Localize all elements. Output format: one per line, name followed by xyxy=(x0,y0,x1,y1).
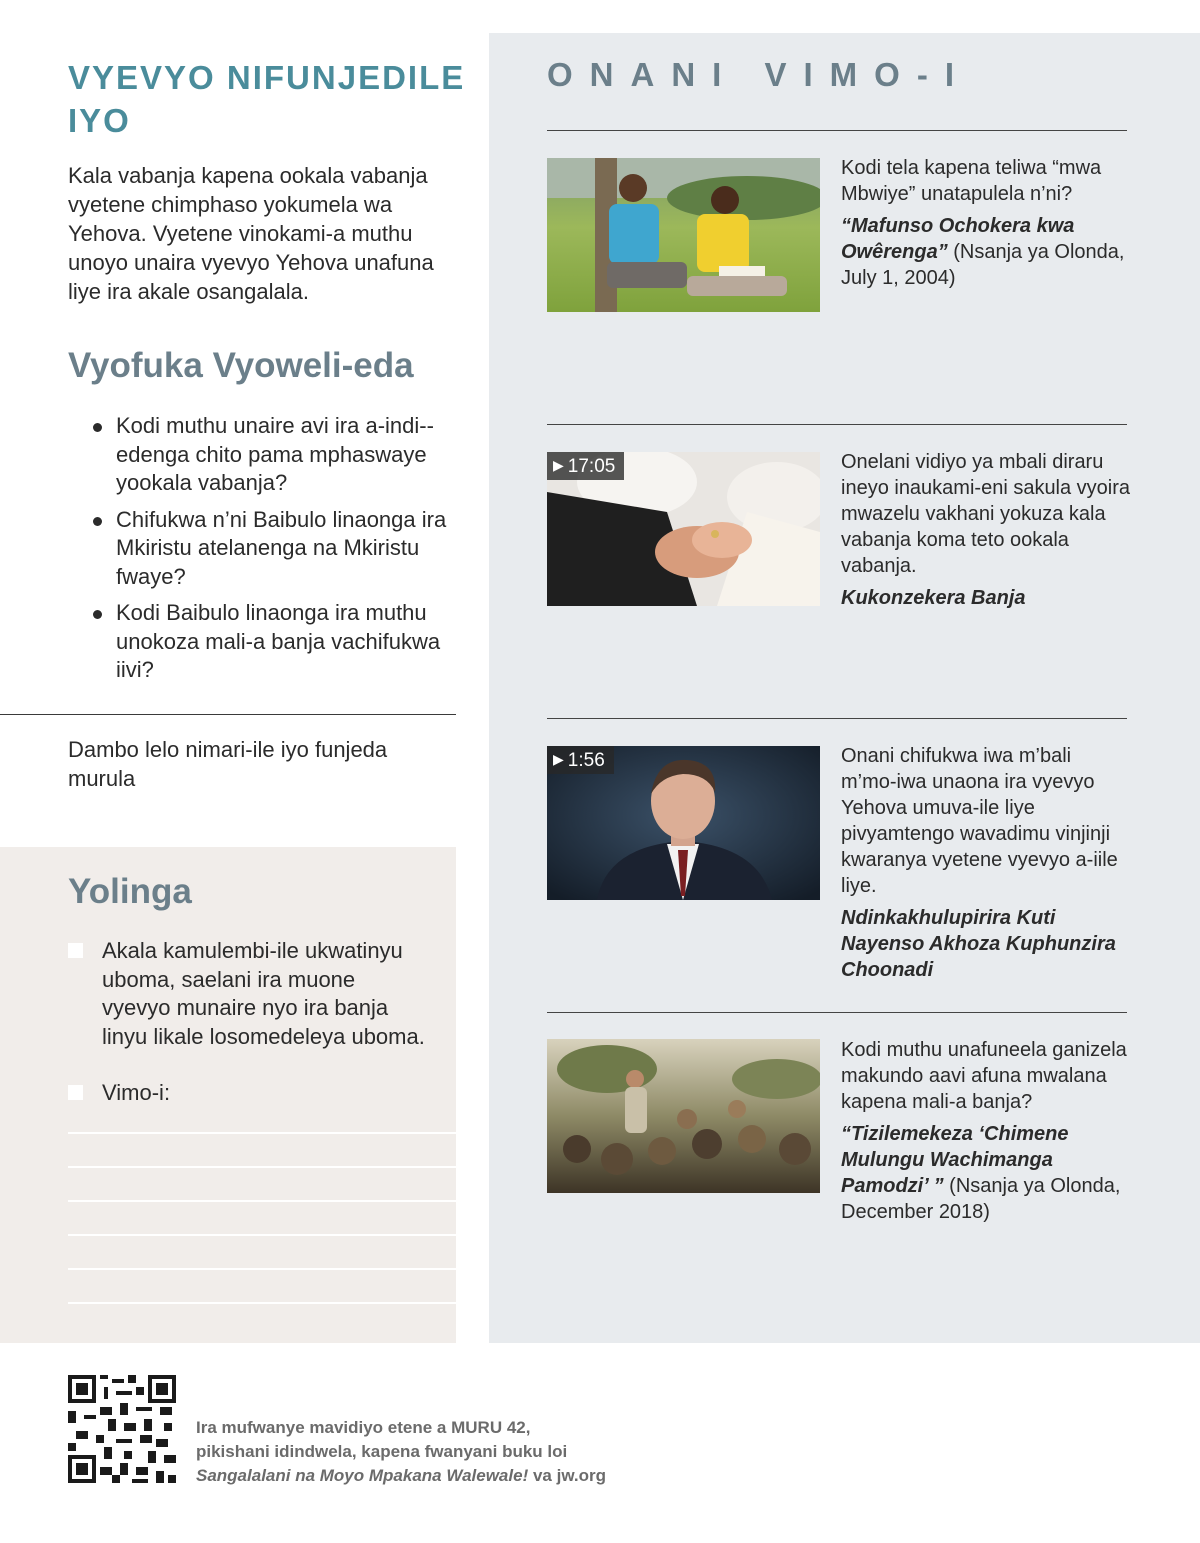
questions-list xyxy=(90,412,462,693)
writing-line[interactable] xyxy=(68,1268,456,1270)
bullet-icon xyxy=(93,423,102,432)
question-item: Kodi Baibulo linaonga ira muthu unokoza mali-a banja vachifukwa iivi? xyxy=(90,599,462,685)
article-link[interactable]: “Mafunso Ochokera kwa Owêrenga” xyxy=(841,215,1075,263)
divider xyxy=(547,1012,1127,1013)
writing-line[interactable] xyxy=(68,1200,456,1202)
writing-line[interactable] xyxy=(68,1132,456,1134)
goal-checkbox-item[interactable]: Akala kamulembi-ile ukwatinyu uboma, saelani ira muone vyevyo munaire nyo ira banja linyu likale losomedeleya uboma. xyxy=(68,937,428,1051)
learned-title: VYEVYO NIFUNJEDILE IYO xyxy=(68,59,466,139)
book-title: Sangalalani na Moyo Mpakana Walewale! xyxy=(196,1466,529,1485)
notes-prompt: Dambo lelo nimari-ile iyo funjeda murula xyxy=(68,737,388,791)
footer-text: Ira mufwanye mavidiyo etene a MURU 42, pikishani idindwela, kapena fwanyani buku loi Sangalalani na Moyo Mpakana Walewale! va jw.org xyxy=(196,1418,607,1485)
question-item: Kodi muthu unaire avi ira a-indi--edenga chito pama mphaswaye yookala vabanja? xyxy=(90,412,462,498)
divider xyxy=(547,424,1127,425)
goal-checkbox-item[interactable]: Vimo-i: xyxy=(68,1079,428,1108)
writing-line[interactable] xyxy=(68,1166,456,1168)
learned-body: Kala vabanja kapena ookala vabanja vyetene chimphaso yokumela wa Yehova. Vyetene vinokami-a muthu unoyo unaira vyevyo Yehova unafuna liye ira akale osangalala. xyxy=(68,163,434,304)
video-duration-badge: ▶ 1:56 xyxy=(547,746,614,774)
questions-title: Vyofuka Vyoweli-eda xyxy=(68,346,414,385)
man-in-suit-video[interactable] xyxy=(547,746,820,900)
wedding-hands-video[interactable] xyxy=(547,452,820,606)
goal-title: Yolinga xyxy=(68,872,192,911)
play-icon: ▶ xyxy=(553,457,564,473)
site-link[interactable]: va jw.org xyxy=(532,1466,607,1485)
video-duration-badge: ▶ 17:05 xyxy=(547,452,624,480)
couple-studying-bible-photo[interactable] xyxy=(547,158,820,312)
video-link[interactable]: Ndinkakhulupirira Kuti Nayenso Akhoza Kuphunzira Choonadi xyxy=(841,907,1116,981)
article-link[interactable]: “Tizilemekeza ‘Chimene Mulungu Wachimanga Pamodzi’ ” xyxy=(841,1123,1069,1197)
bullet-icon xyxy=(93,517,102,526)
question-item: Chifukwa n’ni Baibulo linaonga ira Mkiristu atelanenga na Mkiristu fwaye? xyxy=(90,506,462,592)
divider xyxy=(547,130,1127,131)
bullet-icon xyxy=(93,610,102,619)
checkbox-icon[interactable] xyxy=(68,943,83,958)
jesus-crowd-painting[interactable] xyxy=(547,1039,820,1193)
play-icon: ▶ xyxy=(553,751,564,767)
writing-line[interactable] xyxy=(68,1234,456,1236)
explore-item-4: Kodi muthu unafuneela ganizela makundo aavi afuna mwalana kapena mali-a banja? “Tizilemekeza ‘Chimene Mulungu Wachimanga Pamodzi’ ” (Nsanja ya Olonda, December 2018) xyxy=(841,1039,1127,1223)
divider xyxy=(547,718,1127,719)
divider xyxy=(0,714,456,715)
video-link[interactable]: Kukonzekera Banja xyxy=(841,587,1026,609)
explore-item-3: Onani chifukwa iwa m’bali m’mo-iwa unaona ira vyevyo Yehova umuva-ile liye pivyamtengo wavadimu vinjinji kwaranya vyetene vyevyo a-iile liye. Ndinkakhulupirira Kuti Nayenso Akhoza Kuphunzira Choonadi xyxy=(841,745,1118,981)
writing-line[interactable] xyxy=(68,1302,456,1304)
checkbox-icon[interactable] xyxy=(68,1085,83,1100)
explore-title: ONANI VIMO-I xyxy=(547,56,971,93)
explore-item-1: Kodi tela kapena teliwa “mwa Mbwiye” unatapulela n’ni? “Mafunso Ochokera kwa Owêrenga” (Nsanja ya Olonda, July 1, 2004) xyxy=(841,157,1125,289)
explore-item-2: Onelani vidiyo ya mbali diraru ineyo inaukami-eni sakula vyoira mwazelu vakhani yokuza kala vabanja koma teto ookala vabanja. Kukonzekera Banja xyxy=(841,451,1131,609)
qr-code[interactable] xyxy=(68,1375,176,1483)
